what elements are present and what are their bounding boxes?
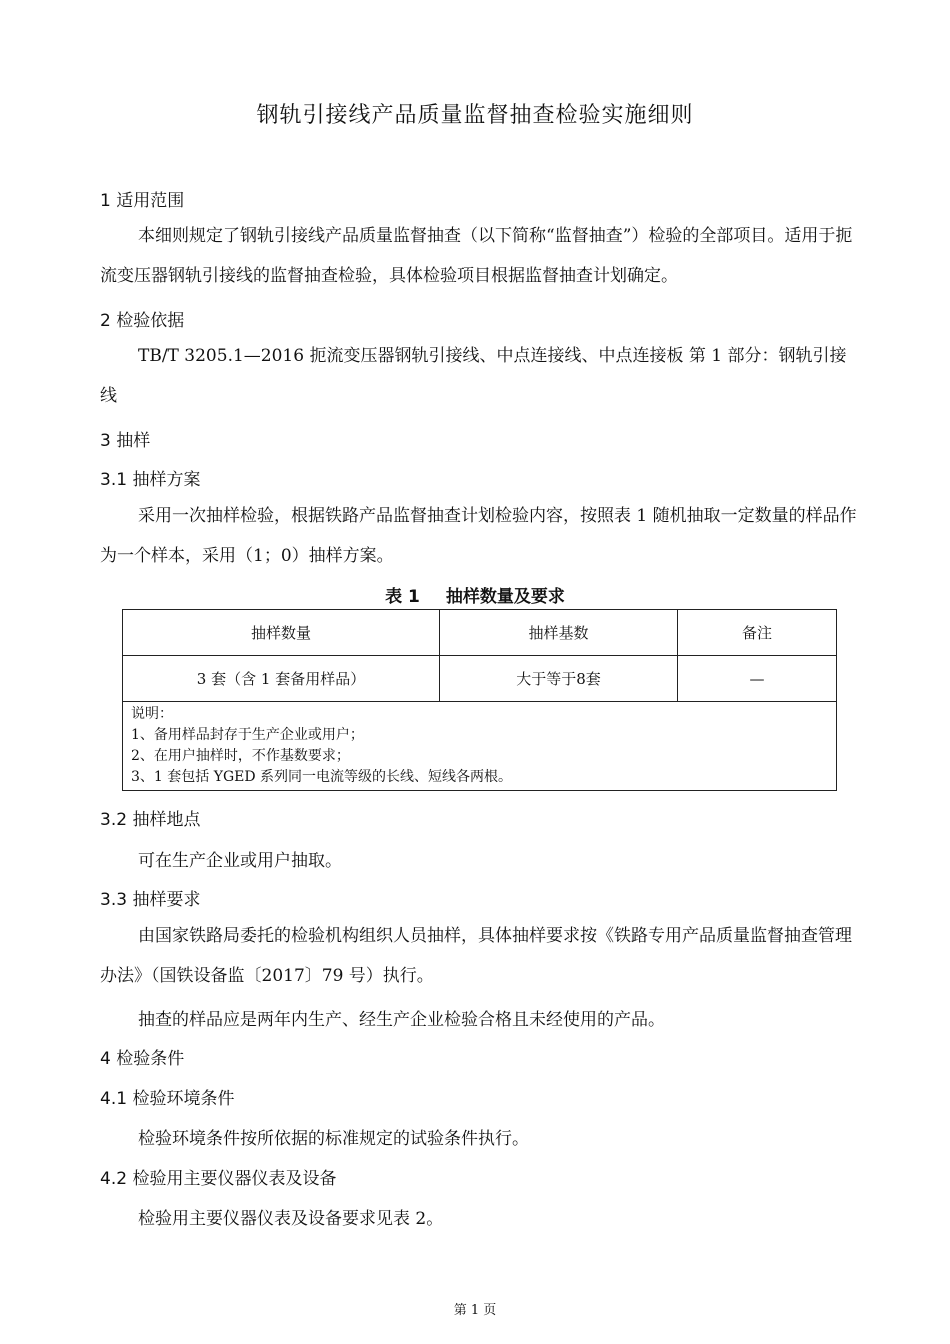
section-4-heading: 4 检验条件 [100, 1049, 185, 1069]
table-header-row [123, 610, 837, 656]
table-row [123, 656, 837, 702]
section-3-2-text: 可在生产企业或用户抽取。 [138, 851, 342, 871]
section-1-text: 本细则规定了钢轨引接线产品质量监督抽查（以下简称“监督抽查”）检验的全部项目。适用于扼流变压器钢轨引接线的监督抽查检验，具体检验项目根据监督抽查计划确定。 [100, 226, 853, 286]
section-2-heading: 2 检验依据 [100, 311, 185, 331]
section-3-1-text: 采用一次抽样检验，根据铁路产品监督抽查计划检验内容，按照表 1 随机抽取一定数量的样品作为一个样本，采用（1；0）抽样方案。 [100, 506, 857, 566]
document-title: 钢轨引接线产品质量监督抽查检验实施细则 [256, 103, 694, 128]
table-notes-row [123, 702, 837, 791]
table-note-line: 1、备用样品封存于生产企业或用户； [131, 727, 364, 743]
section-4-2-heading: 4.2 检验用主要仪器仪表及设备 [100, 1169, 337, 1189]
table-header-cell: 抽样数量 [123, 610, 440, 656]
section-4-1-heading: 4.1 检验环境条件 [100, 1089, 235, 1109]
table-1-title: 抽样数量及要求 [445, 587, 565, 607]
table-1-caption [0, 582, 950, 607]
table-note-line: 说明： [131, 706, 173, 722]
section-4-2-text: 检验用主要仪器仪表及设备要求见表 2。 [138, 1209, 444, 1229]
table-cell: 大于等于8套 [440, 656, 678, 702]
table-1-number: 表 1 [385, 587, 420, 607]
section-1-heading: 1 适用范围 [100, 191, 185, 211]
section-3-3-text-2: 抽查的样品应是两年内生产、经生产企业检验合格且未经使用的产品。 [138, 1010, 665, 1030]
section-3-3-heading: 3.3 抽样要求 [100, 890, 201, 910]
table-cell: 3 套（含 1 套备用样品） [123, 656, 440, 702]
table-note-line: 3、1 套包括 YGED 系列同一电流等级的长线、短线各两根。 [131, 769, 513, 785]
section-3-heading: 3 抽样 [100, 431, 151, 451]
page-number: 第 1 页 [453, 1303, 497, 1318]
table-notes [123, 702, 837, 791]
section-3-2-heading: 3.2 抽样地点 [100, 810, 201, 830]
section-4-1-text: 检验环境条件按所依据的标准规定的试验条件执行。 [138, 1129, 529, 1149]
section-2-text: TB/T 3205.1—2016 扼流变压器钢轨引接线、中点连接线、中点连接板 第 1 部分：钢轨引接线 [100, 346, 847, 406]
table-1 [122, 609, 837, 791]
table-header-cell: 抽样基数 [440, 610, 678, 656]
section-3-1-heading: 3.1 抽样方案 [100, 470, 201, 490]
table-header-cell: 备注 [678, 610, 837, 656]
table-note-line: 2、在用户抽样时，不作基数要求； [131, 748, 350, 764]
table-cell: — [678, 656, 837, 702]
section-3-3-text-1: 由国家铁路局委托的检验机构组织人员抽样，具体抽样要求按《铁路专用产品质量监督抽查管理办法》（国铁设备监〔2017〕79 号）执行。 [100, 926, 852, 986]
